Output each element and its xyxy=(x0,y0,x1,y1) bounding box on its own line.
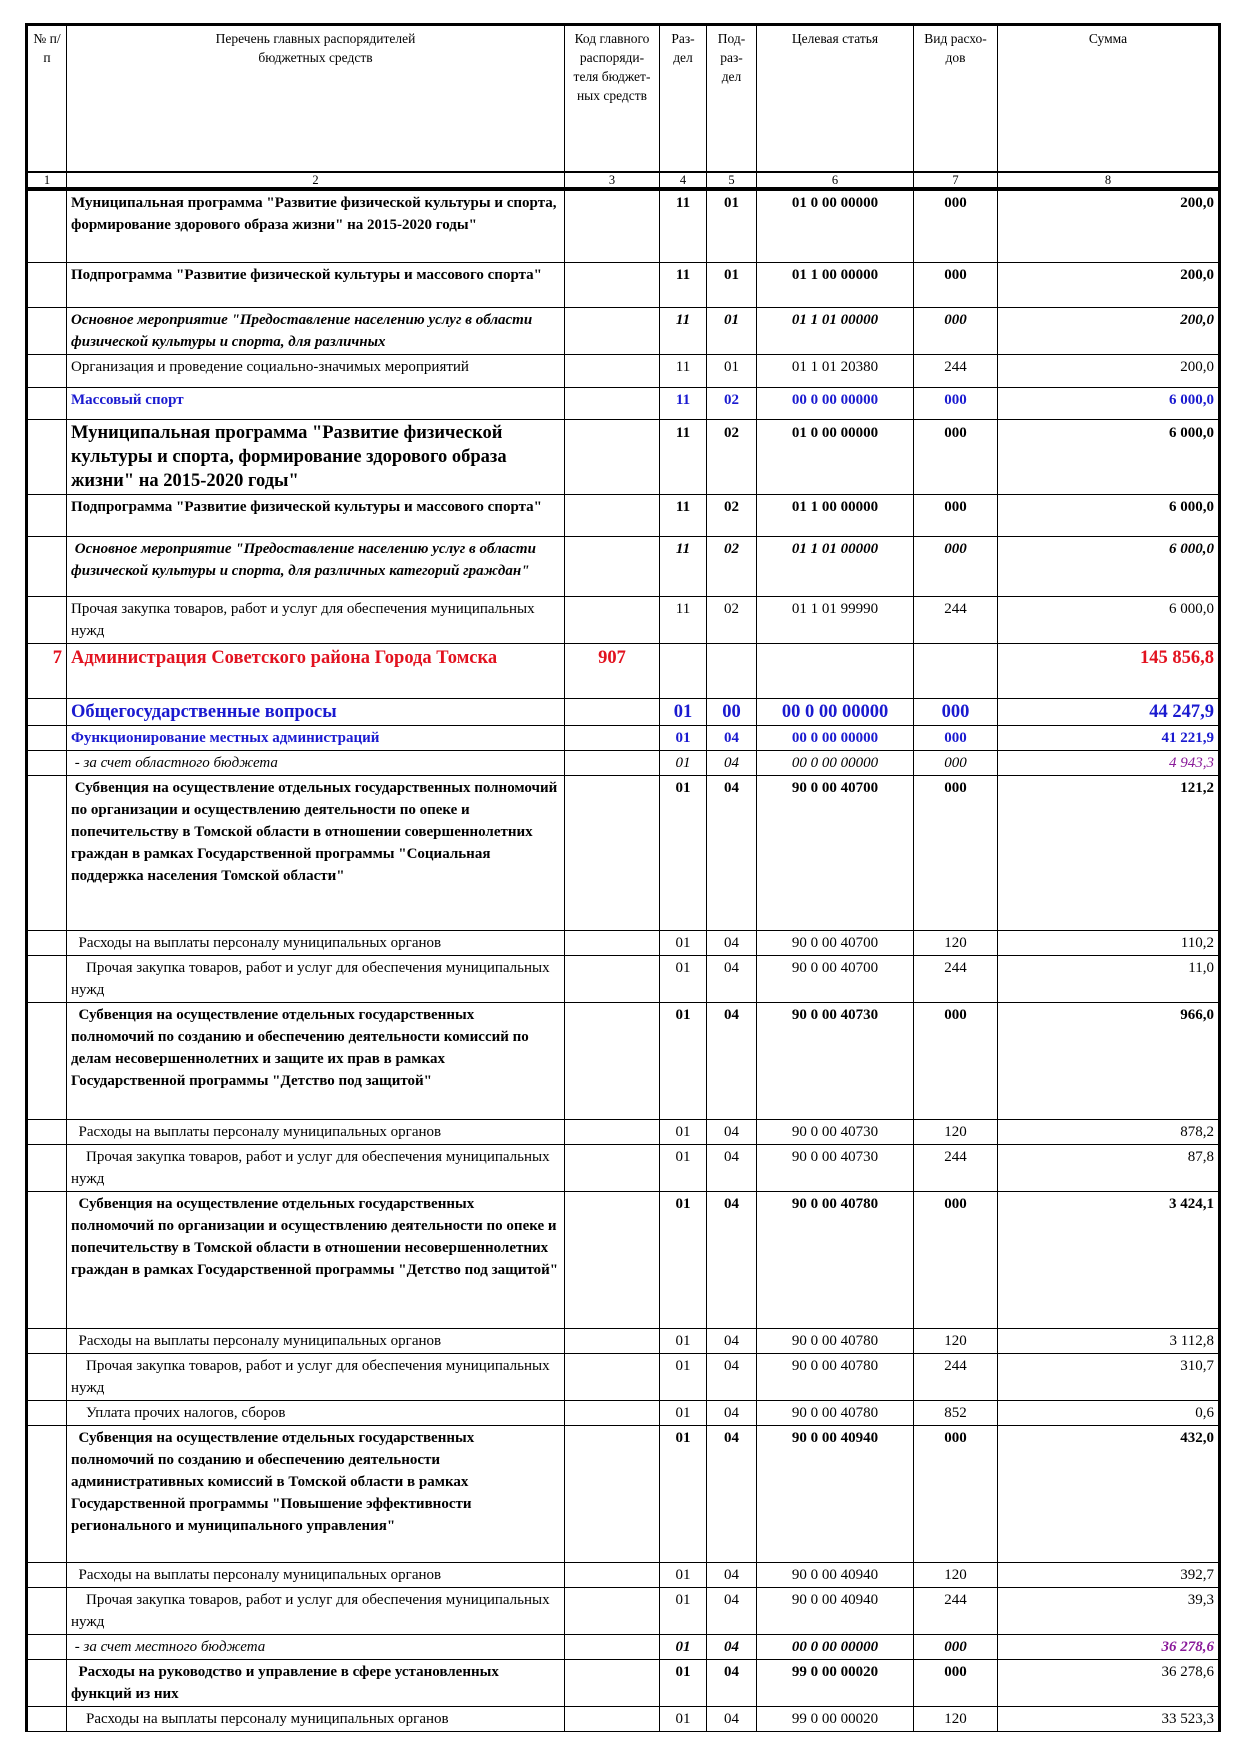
row-celevaya: 01 1 01 00000 xyxy=(757,537,914,597)
header-num: № п/п xyxy=(27,25,67,172)
row-code xyxy=(565,751,660,776)
row-summa: 44 247,9 xyxy=(998,699,1220,726)
row-name: Расходы на выплаты персоналу муниципальных органов xyxy=(67,1120,565,1145)
row-summa: 392,7 xyxy=(998,1563,1220,1588)
row-vid: 000 xyxy=(914,751,998,776)
row-num xyxy=(27,956,67,1003)
row-name: Расходы на выплаты персоналу муниципальных органов xyxy=(67,1329,565,1354)
row-code xyxy=(565,776,660,931)
row-summa: 110,2 xyxy=(998,931,1220,956)
row-razdel: 11 xyxy=(660,308,707,355)
row-vid: 000 xyxy=(914,699,998,726)
row-celevaya: 00 0 00 00000 xyxy=(757,751,914,776)
row-podrazdel: 00 xyxy=(707,699,757,726)
row-razdel: 01 xyxy=(660,1707,707,1732)
row-vid: 120 xyxy=(914,1563,998,1588)
table-row xyxy=(27,1563,1220,1588)
row-name: Основное мероприятие "Предоставление населению услуг в области физической культуры и спорта, для различных категорий граждан" xyxy=(67,537,565,597)
row-podrazdel: 02 xyxy=(707,597,757,644)
table-row xyxy=(27,388,1220,420)
row-summa: 4 943,3 xyxy=(998,751,1220,776)
row-name: Расходы на выплаты персоналу муниципальных органов xyxy=(67,1563,565,1588)
row-summa: 310,7 xyxy=(998,1354,1220,1401)
table-row xyxy=(27,597,1220,644)
row-razdel: 01 xyxy=(660,699,707,726)
row-podrazdel: 04 xyxy=(707,1588,757,1635)
row-celevaya: 01 1 00 00000 xyxy=(757,495,914,537)
row-razdel: 11 xyxy=(660,355,707,388)
row-name: - за счет местного бюджета xyxy=(67,1635,565,1660)
budget-table-sheet xyxy=(25,23,1218,1732)
row-num xyxy=(27,726,67,751)
row-podrazdel: 01 xyxy=(707,308,757,355)
row-summa: 41 221,9 xyxy=(998,726,1220,751)
row-num xyxy=(27,1588,67,1635)
row-podrazdel: 04 xyxy=(707,1426,757,1563)
row-name: Субвенция на осуществление отдельных государственных полномочий по созданию и обеспечению деятельности комиссий по делам несовершеннолетних и защите их прав в рамках Государственной программы "Детство под защитой" xyxy=(67,1003,565,1120)
table-row xyxy=(27,1145,1220,1192)
row-razdel: 01 xyxy=(660,1401,707,1426)
row-summa: 6 000,0 xyxy=(998,420,1220,495)
row-name: Организация и проведение социально-значимых мероприятий xyxy=(67,355,565,388)
row-podrazdel: 04 xyxy=(707,1660,757,1707)
row-podrazdel: 04 xyxy=(707,751,757,776)
row-celevaya: 00 0 00 00000 xyxy=(757,1635,914,1660)
column-number-row xyxy=(27,172,1220,189)
row-name: Прочая закупка товаров, работ и услуг для обеспечения муниципальных нужд xyxy=(67,1354,565,1401)
row-code xyxy=(565,1707,660,1732)
row-code xyxy=(565,931,660,956)
row-num xyxy=(27,1563,67,1588)
row-razdel: 01 xyxy=(660,1426,707,1563)
table-row xyxy=(27,1329,1220,1354)
row-summa: 878,2 xyxy=(998,1120,1220,1145)
row-celevaya: 90 0 00 40700 xyxy=(757,931,914,956)
row-summa: 6 000,0 xyxy=(998,597,1220,644)
row-razdel: 11 xyxy=(660,263,707,308)
row-razdel: 11 xyxy=(660,495,707,537)
row-num xyxy=(27,776,67,931)
colnum-1: 1 xyxy=(27,172,67,189)
row-name: Субвенция на осуществление отдельных государственных полномочий по организации и осуществлению деятельности по опеке и попечительству в Томской области в отношении совершеннолетних граждан в рамках Государственной программы "Социальная поддержка населения Томской области" xyxy=(67,776,565,931)
row-num xyxy=(27,1120,67,1145)
table-row xyxy=(27,420,1220,495)
row-vid: 000 xyxy=(914,308,998,355)
row-vid: 000 xyxy=(914,263,998,308)
row-code xyxy=(565,1426,660,1563)
row-celevaya: 01 1 01 00000 xyxy=(757,308,914,355)
row-num xyxy=(27,355,67,388)
row-num xyxy=(27,1192,67,1329)
row-razdel: 01 xyxy=(660,1563,707,1588)
row-celevaya: 90 0 00 40940 xyxy=(757,1563,914,1588)
budget-table xyxy=(25,23,1221,1732)
row-vid: 244 xyxy=(914,355,998,388)
row-razdel: 01 xyxy=(660,1354,707,1401)
row-summa: 33 523,3 xyxy=(998,1707,1220,1732)
row-num xyxy=(27,931,67,956)
row-podrazdel: 01 xyxy=(707,189,757,263)
row-vid: 000 xyxy=(914,537,998,597)
row-razdel: 11 xyxy=(660,420,707,495)
row-num xyxy=(27,495,67,537)
row-code xyxy=(565,1563,660,1588)
row-num xyxy=(27,308,67,355)
row-name: Субвенция на осуществление отдельных государственных полномочий по созданию и обеспечению деятельности административных комиссий в Томской области в рамках Государственной программы "Повышение эффективности регионального и муниципального управления" xyxy=(67,1426,565,1563)
row-num xyxy=(27,263,67,308)
row-razdel: 01 xyxy=(660,1660,707,1707)
table-row xyxy=(27,495,1220,537)
row-num xyxy=(27,388,67,420)
row-summa: 11,0 xyxy=(998,956,1220,1003)
row-code xyxy=(565,388,660,420)
colnum-3: 3 xyxy=(565,172,660,189)
row-name: Уплата прочих налогов, сборов xyxy=(67,1401,565,1426)
row-razdel: 01 xyxy=(660,931,707,956)
row-code xyxy=(565,1329,660,1354)
row-podrazdel: 04 xyxy=(707,1192,757,1329)
row-code xyxy=(565,308,660,355)
row-summa: 36 278,6 xyxy=(998,1635,1220,1660)
row-podrazdel: 01 xyxy=(707,355,757,388)
row-vid: 244 xyxy=(914,597,998,644)
row-razdel: 01 xyxy=(660,751,707,776)
row-name: Основное мероприятие "Предоставление населению услуг в области физической культуры и спорта, для различных xyxy=(67,308,565,355)
row-name: Муниципальная программа "Развитие физической культуры и спорта, формирование здорового образа жизни" на 2015-2020 годы" xyxy=(67,420,565,495)
row-summa: 87,8 xyxy=(998,1145,1220,1192)
row-vid: 120 xyxy=(914,931,998,956)
row-summa: 39,3 xyxy=(998,1588,1220,1635)
row-podrazdel: 04 xyxy=(707,1563,757,1588)
row-name: Расходы на выплаты персоналу муниципальных органов xyxy=(67,1707,565,1732)
row-vid: 244 xyxy=(914,956,998,1003)
row-summa: 3 424,1 xyxy=(998,1192,1220,1329)
row-summa: 121,2 xyxy=(998,776,1220,931)
row-code xyxy=(565,1003,660,1120)
row-podrazdel: 02 xyxy=(707,388,757,420)
row-razdel: 01 xyxy=(660,776,707,931)
row-celevaya: 01 1 00 00000 xyxy=(757,263,914,308)
row-summa: 966,0 xyxy=(998,1003,1220,1120)
row-name: Прочая закупка товаров, работ и услуг для обеспечения муниципальных нужд xyxy=(67,956,565,1003)
table-row xyxy=(27,644,1220,699)
row-vid: 000 xyxy=(914,726,998,751)
row-summa: 6 000,0 xyxy=(998,537,1220,597)
row-podrazdel xyxy=(707,644,757,699)
table-row xyxy=(27,726,1220,751)
row-podrazdel: 04 xyxy=(707,1401,757,1426)
row-vid: 120 xyxy=(914,1329,998,1354)
row-vid: 120 xyxy=(914,1120,998,1145)
header-razdel: Раз-дел xyxy=(660,25,707,172)
row-num xyxy=(27,1707,67,1732)
row-code: 907 xyxy=(565,644,660,699)
row-num xyxy=(27,537,67,597)
table-row xyxy=(27,776,1220,931)
table-row xyxy=(27,1635,1220,1660)
row-code xyxy=(565,495,660,537)
row-name: Функционирование местных администраций xyxy=(67,726,565,751)
header-vid: Вид расхо-дов xyxy=(914,25,998,172)
colnum-7: 7 xyxy=(914,172,998,189)
row-vid: 000 xyxy=(914,388,998,420)
row-summa: 3 112,8 xyxy=(998,1329,1220,1354)
row-name: Общегосударственные вопросы xyxy=(67,699,565,726)
row-code xyxy=(565,1354,660,1401)
table-row xyxy=(27,308,1220,355)
row-celevaya: 01 1 01 20380 xyxy=(757,355,914,388)
row-num xyxy=(27,420,67,495)
table-row xyxy=(27,189,1220,263)
row-code xyxy=(565,1401,660,1426)
row-celevaya xyxy=(757,644,914,699)
row-vid: 000 xyxy=(914,495,998,537)
row-vid: 244 xyxy=(914,1145,998,1192)
colnum-6: 6 xyxy=(757,172,914,189)
row-celevaya: 01 1 01 99990 xyxy=(757,597,914,644)
row-razdel: 11 xyxy=(660,537,707,597)
row-celevaya: 90 0 00 40780 xyxy=(757,1329,914,1354)
row-podrazdel: 04 xyxy=(707,1120,757,1145)
row-celevaya: 90 0 00 40940 xyxy=(757,1426,914,1563)
row-code xyxy=(565,699,660,726)
row-code xyxy=(565,1145,660,1192)
row-vid: 852 xyxy=(914,1401,998,1426)
row-podrazdel: 04 xyxy=(707,931,757,956)
row-name: Расходы на руководство и управление в сфере установленных функций из них xyxy=(67,1660,565,1707)
row-code xyxy=(565,597,660,644)
row-vid: 000 xyxy=(914,1003,998,1120)
row-name: Прочая закупка товаров, работ и услуг для обеспечения муниципальных нужд xyxy=(67,1588,565,1635)
colnum-5: 5 xyxy=(707,172,757,189)
row-summa: 200,0 xyxy=(998,189,1220,263)
header-row xyxy=(27,25,1220,172)
row-razdel: 01 xyxy=(660,1329,707,1354)
row-podrazdel: 04 xyxy=(707,1329,757,1354)
row-vid: 000 xyxy=(914,420,998,495)
row-num xyxy=(27,1660,67,1707)
row-name: Подпрограмма "Развитие физической культуры и массового спорта" xyxy=(67,495,565,537)
row-podrazdel: 02 xyxy=(707,537,757,597)
row-code xyxy=(565,355,660,388)
row-code xyxy=(565,1120,660,1145)
row-num xyxy=(27,1145,67,1192)
row-code xyxy=(565,1660,660,1707)
header-code: Код главного распоряди-теля бюджет-ных средств xyxy=(565,25,660,172)
row-code xyxy=(565,1635,660,1660)
row-code xyxy=(565,956,660,1003)
row-celevaya: 90 0 00 40780 xyxy=(757,1401,914,1426)
row-podrazdel: 04 xyxy=(707,1003,757,1120)
row-code xyxy=(565,1192,660,1329)
table-row xyxy=(27,355,1220,388)
row-razdel: 01 xyxy=(660,1588,707,1635)
table-row xyxy=(27,1707,1220,1732)
row-vid: 000 xyxy=(914,1192,998,1329)
row-vid: 000 xyxy=(914,189,998,263)
table-row xyxy=(27,263,1220,308)
row-code xyxy=(565,1588,660,1635)
row-code xyxy=(565,189,660,263)
row-name: Прочая закупка товаров, работ и услуг для обеспечения муниципальных нужд xyxy=(67,597,565,644)
row-vid: 000 xyxy=(914,1660,998,1707)
header-summa: Сумма xyxy=(998,25,1220,172)
table-row xyxy=(27,1120,1220,1145)
row-num xyxy=(27,1329,67,1354)
table-row xyxy=(27,931,1220,956)
row-celevaya: 90 0 00 40730 xyxy=(757,1003,914,1120)
row-podrazdel: 04 xyxy=(707,1707,757,1732)
table-row xyxy=(27,699,1220,726)
row-summa: 145 856,8 xyxy=(998,644,1220,699)
row-num xyxy=(27,751,67,776)
table-row xyxy=(27,956,1220,1003)
row-celevaya: 00 0 00 00000 xyxy=(757,726,914,751)
row-name: Субвенция на осуществление отдельных государственных полномочий по организации и осуществлению деятельности по опеке и попечительству в Томской области в отношении несовершеннолетних граждан в рамках Государственной программы "Детство под защитой" xyxy=(67,1192,565,1329)
row-code xyxy=(565,537,660,597)
row-vid: 000 xyxy=(914,1426,998,1563)
row-celevaya: 90 0 00 40780 xyxy=(757,1354,914,1401)
row-celevaya: 90 0 00 40730 xyxy=(757,1120,914,1145)
row-name: - за счет областного бюджета xyxy=(67,751,565,776)
row-celevaya: 00 0 00 00000 xyxy=(757,388,914,420)
table-row xyxy=(27,1354,1220,1401)
row-razdel: 01 xyxy=(660,1003,707,1120)
table-row xyxy=(27,1426,1220,1563)
row-code xyxy=(565,420,660,495)
row-vid: 244 xyxy=(914,1354,998,1401)
header-podrazdel: Под-раз-дел xyxy=(707,25,757,172)
row-podrazdel: 04 xyxy=(707,1145,757,1192)
row-vid: 000 xyxy=(914,1635,998,1660)
row-summa: 0,6 xyxy=(998,1401,1220,1426)
row-summa: 200,0 xyxy=(998,308,1220,355)
row-num xyxy=(27,1635,67,1660)
row-num xyxy=(27,1354,67,1401)
row-vid: 244 xyxy=(914,1588,998,1635)
table-row xyxy=(27,537,1220,597)
row-razdel: 01 xyxy=(660,1145,707,1192)
row-razdel: 01 xyxy=(660,1120,707,1145)
row-razdel xyxy=(660,644,707,699)
row-podrazdel: 01 xyxy=(707,263,757,308)
row-name: Администрация Советского района Города Томска xyxy=(67,644,565,699)
table-row xyxy=(27,1192,1220,1329)
row-vid: 120 xyxy=(914,1707,998,1732)
colnum-4: 4 xyxy=(660,172,707,189)
row-num xyxy=(27,1426,67,1563)
row-razdel: 11 xyxy=(660,189,707,263)
row-celevaya: 00 0 00 00000 xyxy=(757,699,914,726)
row-num xyxy=(27,189,67,263)
row-vid: 000 xyxy=(914,776,998,931)
row-name: Массовый спорт xyxy=(67,388,565,420)
row-code xyxy=(565,726,660,751)
row-celevaya: 01 0 00 00000 xyxy=(757,189,914,263)
row-name: Прочая закупка товаров, работ и услуг для обеспечения муниципальных нужд xyxy=(67,1145,565,1192)
row-num xyxy=(27,597,67,644)
table-row xyxy=(27,1401,1220,1426)
row-podrazdel: 02 xyxy=(707,495,757,537)
row-razdel: 01 xyxy=(660,956,707,1003)
row-num xyxy=(27,1003,67,1120)
header-name: Перечень главных распорядителей бюджетных средств xyxy=(67,25,565,172)
row-podrazdel: 02 xyxy=(707,420,757,495)
row-num xyxy=(27,699,67,726)
row-name: Расходы на выплаты персоналу муниципальных органов xyxy=(67,931,565,956)
row-num: 7 xyxy=(27,644,67,699)
row-podrazdel: 04 xyxy=(707,956,757,1003)
row-celevaya: 90 0 00 40780 xyxy=(757,1192,914,1329)
row-summa: 200,0 xyxy=(998,355,1220,388)
row-celevaya: 90 0 00 40940 xyxy=(757,1588,914,1635)
row-name: Подпрограмма "Развитие физической культуры и массового спорта" xyxy=(67,263,565,308)
row-razdel: 01 xyxy=(660,1192,707,1329)
colnum-8: 8 xyxy=(998,172,1220,189)
row-num xyxy=(27,1401,67,1426)
row-razdel: 11 xyxy=(660,388,707,420)
row-summa: 6 000,0 xyxy=(998,495,1220,537)
row-celevaya: 99 0 00 00020 xyxy=(757,1707,914,1732)
table-row xyxy=(27,1660,1220,1707)
colnum-2: 2 xyxy=(67,172,565,189)
header-celevaya: Целевая статья xyxy=(757,25,914,172)
table-body xyxy=(27,189,1220,1732)
table-row xyxy=(27,751,1220,776)
row-summa: 36 278,6 xyxy=(998,1660,1220,1707)
row-podrazdel: 04 xyxy=(707,1354,757,1401)
row-vid xyxy=(914,644,998,699)
row-celevaya: 90 0 00 40700 xyxy=(757,776,914,931)
row-podrazdel: 04 xyxy=(707,776,757,931)
row-summa: 200,0 xyxy=(998,263,1220,308)
table-row xyxy=(27,1003,1220,1120)
row-razdel: 11 xyxy=(660,597,707,644)
row-celevaya: 90 0 00 40730 xyxy=(757,1145,914,1192)
row-podrazdel: 04 xyxy=(707,1635,757,1660)
row-celevaya: 01 0 00 00000 xyxy=(757,420,914,495)
row-razdel: 01 xyxy=(660,1635,707,1660)
row-name: Муниципальная программа "Развитие физической культуры и спорта, формирование здорового образа жизни" на 2015-2020 годы" xyxy=(67,189,565,263)
row-summa: 6 000,0 xyxy=(998,388,1220,420)
row-code xyxy=(565,263,660,308)
row-celevaya: 99 0 00 00020 xyxy=(757,1660,914,1707)
table-row xyxy=(27,1588,1220,1635)
row-razdel: 01 xyxy=(660,726,707,751)
row-celevaya: 90 0 00 40700 xyxy=(757,956,914,1003)
row-podrazdel: 04 xyxy=(707,726,757,751)
row-summa: 432,0 xyxy=(998,1426,1220,1563)
